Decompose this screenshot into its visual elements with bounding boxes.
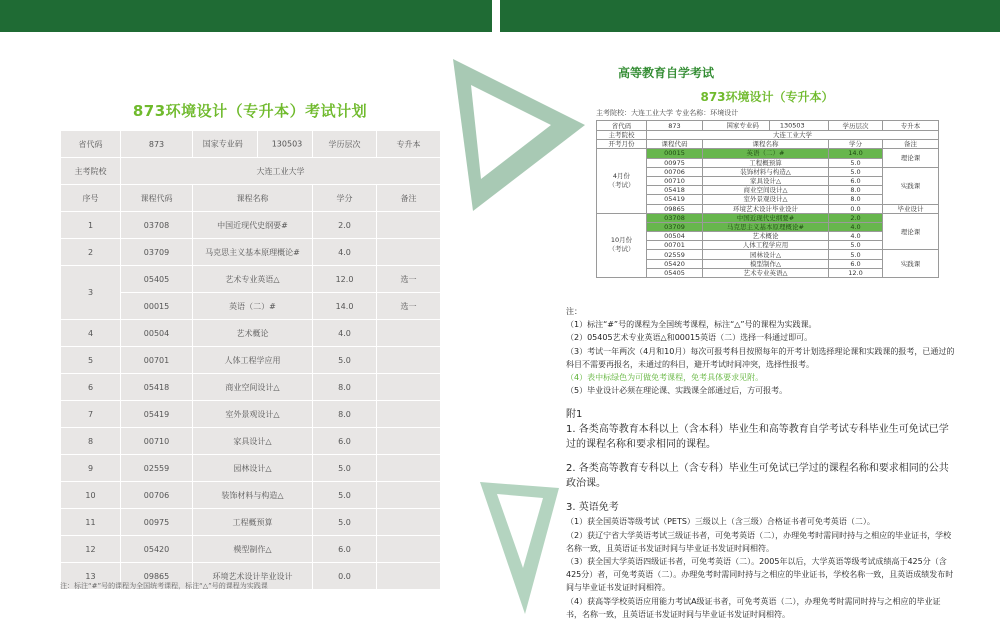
note-4: （4）表中标绿色为可做免考课程，免考具体要求见附。 — [566, 373, 764, 383]
course-code: 00975 — [121, 509, 193, 536]
course-type-practice: 实践课 — [883, 250, 939, 278]
course-name: 模型制作△ — [193, 536, 313, 563]
school-label: 主考院校 — [61, 158, 121, 185]
course-credit: 12.0 — [829, 268, 883, 277]
course-name: 装饰材料与构造△ — [193, 482, 313, 509]
course-name: 商业空间设计△ — [703, 186, 829, 195]
course-credit: 8.0 — [313, 374, 377, 401]
table-row — [597, 131, 939, 140]
course-note — [377, 212, 441, 239]
row-number: 13 — [61, 563, 121, 590]
course-code: 00701 — [647, 241, 703, 250]
course-credit: 8.0 — [313, 401, 377, 428]
course-name: 中国近现代史纲要# — [193, 212, 313, 239]
course-note — [377, 428, 441, 455]
left-page-title: 873环境设计（专升本）考试计划 — [132, 102, 368, 120]
course-code: 00015 — [121, 293, 193, 320]
english-exemption-3: （3）获全国大学英语四级证书者，可免考英语（二）。2005年以后，大学英语等级考试成绩高于425分（含425分）者，可免考英语（二）。办理免考时需同时持与之相应的毕业证书，学校名称一致，且英语成绩发布时间与毕业证书发证时间相符。 — [566, 557, 954, 593]
course-code: 09865 — [647, 204, 703, 213]
level: 专升本 — [883, 121, 939, 131]
province-code-label: 省代码 — [61, 131, 121, 158]
course-type-practice: 实践课 — [883, 167, 939, 204]
top-banner-right — [500, 0, 1000, 32]
course-code: 05418 — [121, 374, 193, 401]
table-row — [597, 121, 939, 131]
table-row — [597, 250, 939, 259]
course-code: 05419 — [121, 401, 193, 428]
course-credit: 6.0 — [313, 536, 377, 563]
april-month-label: 4月份 （考试） — [597, 149, 647, 213]
left-exam-plan-table — [60, 130, 441, 590]
course-note — [377, 239, 441, 266]
course-code: 02559 — [121, 455, 193, 482]
table-row — [61, 347, 441, 374]
row-number: 2 — [61, 239, 121, 266]
table-row — [61, 212, 441, 239]
course-code: 03709 — [121, 239, 193, 266]
row-number: 4 — [61, 320, 121, 347]
course-name: 艺术专业英语△ — [703, 268, 829, 277]
table-row — [61, 374, 441, 401]
row-number: 5 — [61, 347, 121, 374]
course-name: 马克思主义基本原理概论# — [703, 222, 829, 231]
major-code: 130503 — [271, 139, 303, 149]
level: 专升本 — [377, 131, 441, 158]
course-name: 装饰材料与构造△ — [703, 167, 829, 176]
course-code: 00504 — [121, 320, 193, 347]
course-credit: 6.0 — [829, 259, 883, 268]
course-credit: 14.0 — [313, 293, 377, 320]
course-note — [377, 509, 441, 536]
course-code: 09865 — [121, 563, 193, 590]
course-credit: 0.0 — [829, 204, 883, 213]
note-3: （3）考试一年两次（4月和10月）每次可报考科目按照每年的开考计划选择理论课和实践课的报考，已通过的科目不需要再报名，未通过的科目，避开考试时间冲突，选择性报考。 — [566, 346, 955, 369]
course-name: 室外景观设计△ — [703, 195, 829, 204]
row-number: 10 — [61, 482, 121, 509]
table-header-row — [61, 185, 441, 212]
course-code: 05420 — [121, 536, 193, 563]
course-credit: 4.0 — [829, 222, 883, 231]
course-name: 艺术专业英语△ — [193, 266, 313, 293]
province-code-label: 省代码 — [597, 121, 647, 131]
october-month-label: 10月份 （考试） — [597, 213, 647, 277]
table-row — [597, 204, 939, 213]
table-row — [61, 509, 441, 536]
left-table-footnote: 注：标注“#”号的课程为全国统考课程，标注“△”号的课程为实践课 — [60, 582, 268, 590]
course-type-theory: 理论课 — [883, 213, 939, 250]
table-row — [61, 401, 441, 428]
course-code: 05418 — [647, 186, 703, 195]
note-1: （1）标注“#”号的课程为全国统考课程，标注“△”号的课程为实践课。 — [566, 320, 817, 330]
school: 大连工业大学 — [121, 158, 441, 185]
row-number: 6 — [61, 374, 121, 401]
notes-label: 注： — [566, 307, 582, 316]
table-row — [61, 266, 441, 293]
major-code-label: 国家专业码 — [726, 121, 759, 130]
course-name: 艺术概论 — [703, 232, 829, 241]
course-credit: 5.0 — [313, 482, 377, 509]
course-credit: 0.0 — [313, 563, 377, 590]
row-number: 1 — [61, 212, 121, 239]
course-code: 05420 — [647, 259, 703, 268]
course-name: 园林设计△ — [193, 455, 313, 482]
course-name: 人体工程学应用 — [703, 241, 829, 250]
course-credit: 4.0 — [829, 232, 883, 241]
major-code-label: 国家专业码 — [202, 139, 243, 149]
row-number: 3 — [61, 266, 121, 320]
appendix-paragraph-1: 1. 各类高等教育本科以上（含本科）毕业生和高等教育自学考试专科毕业生可免试已学过的课程名称和要求相同的课程。 — [566, 424, 949, 451]
course-name: 商业空间设计△ — [193, 374, 313, 401]
table-row — [597, 213, 939, 222]
top-banner-left — [0, 0, 492, 32]
course-name: 室外景观设计△ — [193, 401, 313, 428]
row-number: 11 — [61, 509, 121, 536]
course-code: 03709 — [647, 222, 703, 231]
right-exam-schedule-table — [596, 120, 939, 278]
column-header-code: 课程代码 — [121, 185, 193, 212]
province-code: 873 — [647, 121, 703, 131]
course-credit: 6.0 — [313, 428, 377, 455]
row-number: 8 — [61, 428, 121, 455]
table-row — [61, 536, 441, 563]
column-header-credit: 学分 — [313, 185, 377, 212]
course-name: 马克思主义基本原理概论# — [193, 239, 313, 266]
right-page-title: 873环境设计（专升本） — [700, 90, 834, 104]
column-header-note: 备注 — [377, 185, 441, 212]
course-code: 00504 — [647, 232, 703, 241]
course-code: 05405 — [647, 268, 703, 277]
course-credit: 5.0 — [313, 455, 377, 482]
course-credit: 2.0 — [313, 212, 377, 239]
decorative-triangle-bottom — [475, 478, 565, 618]
table-row — [61, 131, 441, 158]
column-header-name: 课程名称 — [193, 185, 313, 212]
column-header-note: 备注 — [883, 140, 939, 149]
course-code: 02559 — [647, 250, 703, 259]
course-credit: 5.0 — [313, 347, 377, 374]
level-label: 学历层次 — [313, 131, 377, 158]
course-name: 工程概预算 — [193, 509, 313, 536]
course-credit: 8.0 — [829, 195, 883, 204]
course-note — [377, 536, 441, 563]
course-name: 环境艺术设计毕业设计 — [193, 563, 313, 590]
course-credit: 5.0 — [829, 241, 883, 250]
appendix-paragraph-2: 2. 各类高等教育专科以上（含专科）毕业生可免试已学过的课程名称和要求相同的公共政治课。 — [566, 463, 949, 490]
column-header-code: 课程代码 — [647, 140, 703, 149]
course-name: 工程概预算 — [703, 158, 829, 167]
major-code-pair — [703, 121, 829, 131]
course-note — [377, 320, 441, 347]
course-type-theory: 理论课 — [883, 149, 939, 167]
course-note — [377, 401, 441, 428]
course-name: 人体工程学应用 — [193, 347, 313, 374]
column-header-credit: 学分 — [829, 140, 883, 149]
course-name: 模型制作△ — [703, 259, 829, 268]
table-row — [61, 239, 441, 266]
appendix-label: 附1 — [566, 409, 583, 421]
course-name: 中国近现代史纲要# — [703, 213, 829, 222]
table-header-row — [597, 140, 939, 149]
course-code: 00015 — [647, 149, 703, 158]
course-type-graduation: 毕业设计 — [883, 204, 939, 213]
course-note: 选一 — [377, 293, 441, 320]
course-credit: 12.0 — [313, 266, 377, 293]
course-credit: 5.0 — [313, 509, 377, 536]
note-2: （2）05405艺术专业英语△和00015英语（二）选择一科通过即可。 — [566, 333, 813, 343]
column-header-no: 序号 — [61, 185, 121, 212]
right-page-subtitle: 高等教育自学考试 — [618, 66, 715, 80]
course-note — [377, 374, 441, 401]
major-code: 130503 — [779, 121, 805, 130]
course-code: 05419 — [647, 195, 703, 204]
course-note — [377, 482, 441, 509]
row-number: 9 — [61, 455, 121, 482]
appendix-paragraph-3: 3. 英语免考 — [566, 502, 619, 514]
table-row — [61, 428, 441, 455]
table-row — [61, 455, 441, 482]
course-code: 05405 — [121, 266, 193, 293]
course-credit: 14.0 — [829, 149, 883, 158]
english-exemption-4: （4）获高等学校英语应用能力考试A级证书者，可免考英语（二），办理免考时需同时持与之相应的毕业证书，名称一致，且英语证书发证时间与毕业证书发证时间相符。 — [566, 596, 941, 619]
table-row — [61, 320, 441, 347]
course-note — [377, 455, 441, 482]
course-credit: 8.0 — [829, 186, 883, 195]
course-code: 00701 — [121, 347, 193, 374]
table-row — [597, 149, 939, 158]
course-name: 家具设计△ — [703, 176, 829, 185]
school: 大连工业大学 — [647, 131, 939, 140]
english-exemption-1: （1）获全国英语等级考试（PETS）三级以上（含三级）合格证书者可免考英语（二）。 — [566, 517, 875, 527]
column-header-name: 课程名称 — [703, 140, 829, 149]
row-number: 7 — [61, 401, 121, 428]
course-credit: 4.0 — [313, 239, 377, 266]
english-exemption-2: （2）获辽宁省大学英语考试三级证书者，可免考英语（二），办理免考时需同时持与之相应的毕业证书，学校名称一致，且英语证书发证时间与毕业证书发证时间相符。 — [566, 530, 952, 553]
note-5: （5）毕业设计必须在理论课、实践课全部通过后，方可报考。 — [566, 386, 788, 396]
course-note — [377, 347, 441, 374]
course-name: 家具设计△ — [193, 428, 313, 455]
column-header-month: 开考月份 — [597, 140, 647, 149]
course-code: 00975 — [647, 158, 703, 167]
course-code: 00710 — [647, 176, 703, 185]
course-name: 艺术概论 — [193, 320, 313, 347]
row-number: 12 — [61, 536, 121, 563]
course-code: 03708 — [647, 213, 703, 222]
course-code: 00710 — [121, 428, 193, 455]
course-credit: 5.0 — [829, 158, 883, 167]
decorative-triangle-top — [445, 55, 590, 215]
major-code-pair — [193, 131, 313, 158]
course-note — [377, 563, 441, 590]
course-credit: 5.0 — [829, 250, 883, 259]
course-code: 03708 — [121, 212, 193, 239]
course-credit: 5.0 — [829, 167, 883, 176]
table-row — [61, 158, 441, 185]
right-school-major-meta: 主考院校：大连工业大学 专业名称：环境设计 — [596, 109, 739, 117]
course-credit: 6.0 — [829, 176, 883, 185]
course-credit: 2.0 — [829, 213, 883, 222]
course-code: 00706 — [647, 167, 703, 176]
course-name: 环境艺术设计毕业设计 — [703, 204, 829, 213]
course-credit: 4.0 — [313, 320, 377, 347]
course-code: 00706 — [121, 482, 193, 509]
right-notes-section — [566, 305, 956, 621]
course-name: 园林设计△ — [703, 250, 829, 259]
course-name: 英语（二）# — [193, 293, 313, 320]
province-code: 873 — [121, 131, 193, 158]
course-name: 英语（二）# — [703, 149, 829, 158]
table-row — [597, 167, 939, 176]
table-row — [61, 482, 441, 509]
level-label: 学历层次 — [829, 121, 883, 131]
course-note: 选一 — [377, 266, 441, 293]
school-label: 主考院校 — [597, 131, 647, 140]
